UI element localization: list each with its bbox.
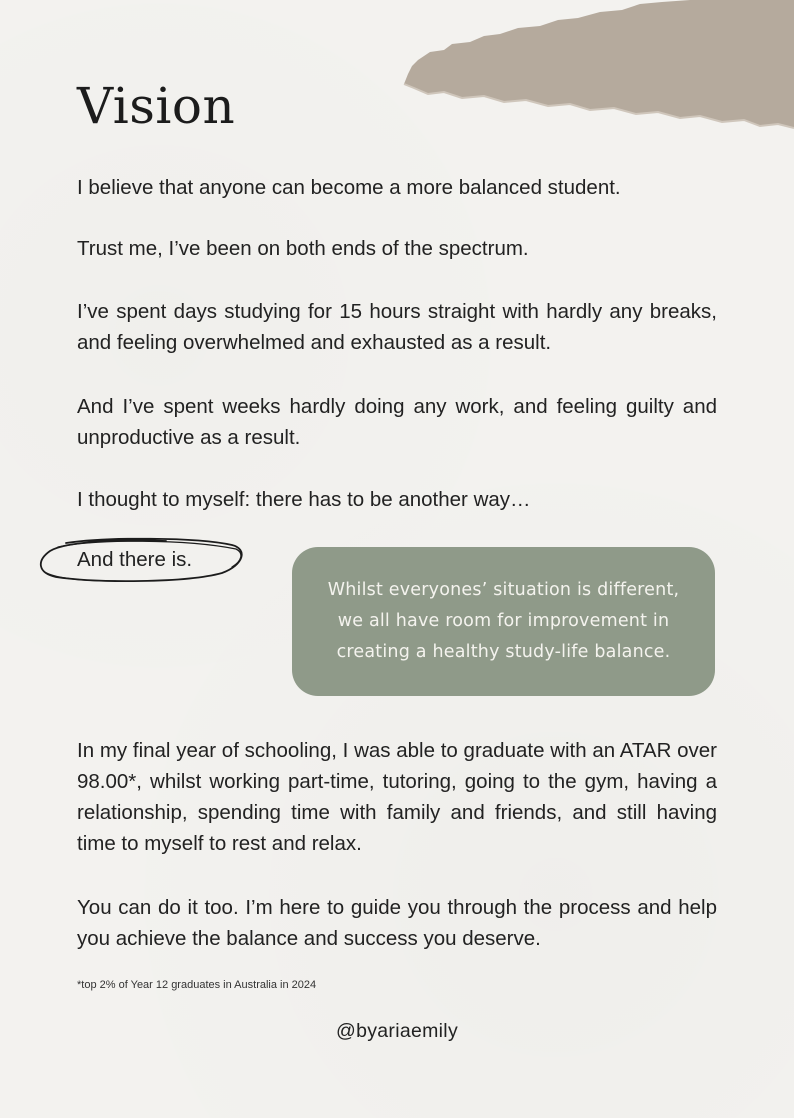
page-title: Vision xyxy=(77,77,236,135)
quote-text xyxy=(304,575,704,668)
quote-line-1: Whilst everyones’ situation is different, xyxy=(327,580,680,600)
paragraph-studying: I’ve spent days studying for 15 hours straight with hardly any breaks, and feeling overwhelmed and exhausted as a result. xyxy=(77,300,717,354)
paragraph-final-year: In my final year of schooling, I was able to graduate with an ATAR over 98.00*, whilst working part-time, tutoring, going to the gym, having a relationship, spending time with family and friends, and still having time to myself to rest and relax. xyxy=(77,739,717,855)
paragraph-you-can: You can do it too. I’m here to guide you through the process and help you achieve the balance and success you deserve. xyxy=(77,896,717,950)
paragraph-trust: Trust me, I’ve been on both ends of the spectrum. xyxy=(77,237,529,260)
quote-box xyxy=(292,547,715,696)
quote-line-2: we all have room for improvement in xyxy=(337,611,670,631)
paragraph-belief: I believe that anyone can become a more balanced student. xyxy=(77,176,621,199)
torn-paper-decoration xyxy=(400,0,794,130)
paragraph-another-way: I thought to myself: there has to be another way… xyxy=(77,488,531,511)
circled-text: And there is. xyxy=(77,548,193,571)
quote-line-3: creating a healthy study-life balance. xyxy=(336,642,671,662)
circled-phrase xyxy=(36,535,248,585)
footnote: *top 2% of Year 12 graduates in Australia in 2024 xyxy=(77,979,317,991)
social-handle: @byariaemily xyxy=(335,1020,458,1042)
paragraph-unproductive: And I’ve spent weeks hardly doing any work, and feeling guilty and unproductive as a result. xyxy=(77,395,717,449)
